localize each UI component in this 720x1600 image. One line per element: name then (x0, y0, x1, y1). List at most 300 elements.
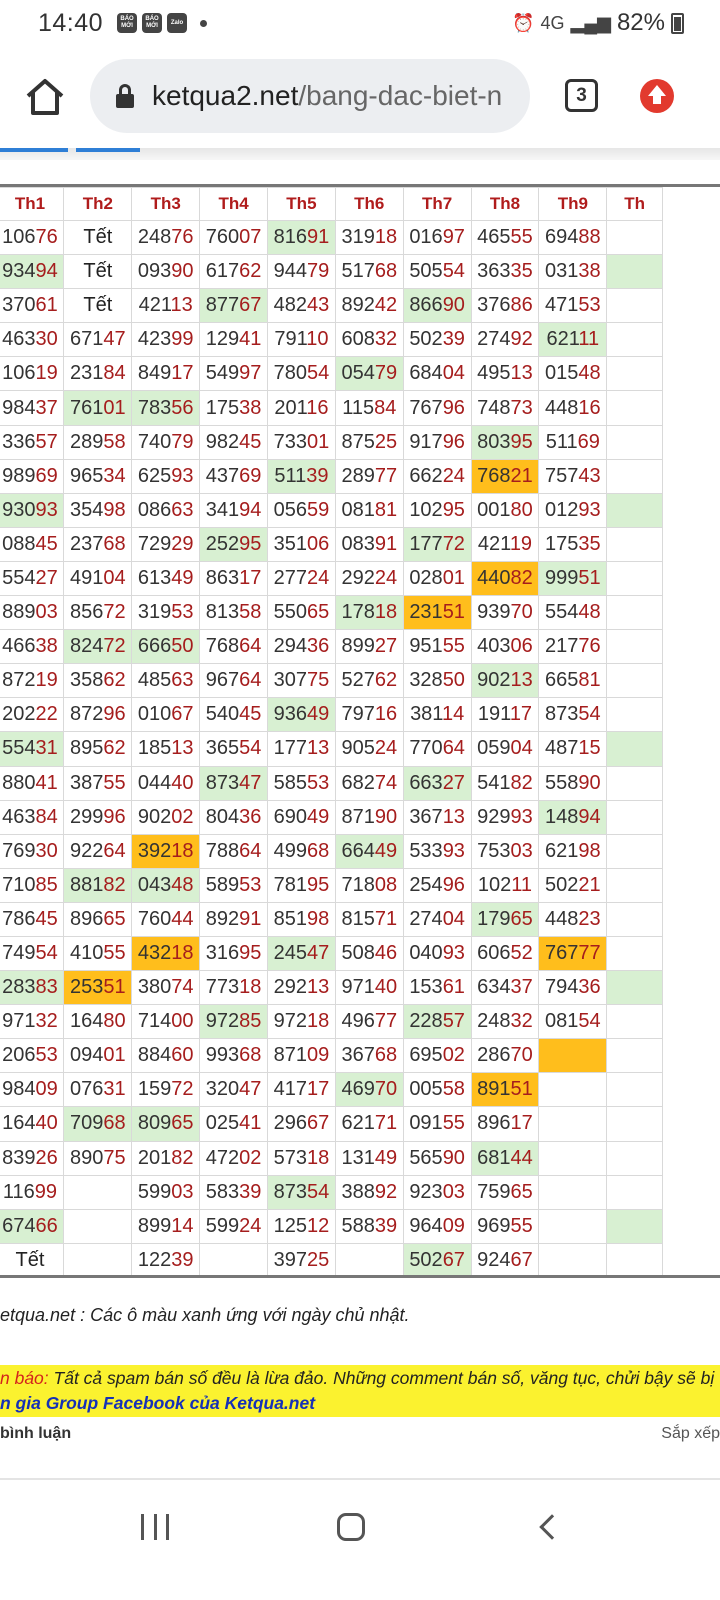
table-cell: 29224 (335, 561, 403, 595)
table-cell (607, 527, 663, 561)
table-row (0, 732, 663, 766)
table-cell (607, 1005, 663, 1039)
table-cell: 75743 (539, 459, 607, 493)
special-results-table (0, 184, 720, 1278)
table-row (0, 766, 663, 800)
table-cell: 46384 (0, 800, 64, 834)
table-cell: 49104 (64, 561, 132, 595)
table-cell: 10211 (471, 868, 539, 902)
table-cell: 89927 (335, 630, 403, 664)
table-cell: 96409 (403, 1209, 471, 1243)
table-cell: 16440 (0, 1107, 64, 1141)
table-cell: 53393 (403, 834, 471, 868)
table-cell: 41717 (267, 1073, 335, 1107)
table-row (0, 391, 663, 425)
table-cell: 25351 (64, 971, 132, 1005)
table-cell: 44082 (471, 561, 539, 595)
table-cell: 78356 (132, 391, 200, 425)
sort-dropdown[interactable]: Sắp xếp (661, 1425, 720, 1442)
table-cell: 38755 (64, 766, 132, 800)
table-row (0, 1141, 663, 1175)
table-cell: 99951 (539, 561, 607, 595)
table-row (0, 1107, 663, 1141)
table-cell: 36768 (335, 1039, 403, 1073)
table-cell (607, 596, 663, 630)
table-cell: 90213 (471, 664, 539, 698)
table-cell: 79716 (335, 698, 403, 732)
table-cell: 87525 (335, 425, 403, 459)
table-cell: 38892 (335, 1175, 403, 1209)
browser-toolbar (0, 48, 720, 148)
battery-percent: 82% (616, 9, 665, 36)
legend-note: etqua.net : Các ô màu xanh ứng với ngày chủ nhật. (0, 1305, 410, 1325)
table-row (0, 323, 663, 357)
table-cell (607, 1209, 663, 1243)
table-row (0, 664, 663, 698)
table-cell (607, 1073, 663, 1107)
back-icon[interactable] (539, 1514, 564, 1539)
table-cell: 35106 (267, 527, 335, 561)
column-header: Th7 (403, 188, 471, 221)
table-cell: 51768 (335, 255, 403, 289)
table-cell: 68274 (335, 766, 403, 800)
table-cell: 24832 (471, 1005, 539, 1039)
table-cell: 10619 (0, 357, 64, 391)
table-cell: 29436 (267, 630, 335, 664)
baomoi-icon: BÁO MỚI (142, 13, 162, 33)
table-cell: 09155 (403, 1107, 471, 1141)
table-cell: 11584 (335, 391, 403, 425)
table-cell: 39725 (267, 1243, 335, 1277)
comments-count: bình luận (0, 1425, 72, 1442)
table-cell: 98437 (0, 391, 64, 425)
url-host: ketqua2.net (152, 80, 299, 111)
table-cell (607, 493, 663, 527)
notification-icons (117, 13, 207, 33)
table-row (0, 971, 663, 1005)
signal-icon: ▂▄▆ (570, 12, 611, 33)
table-cell: 08391 (335, 527, 403, 561)
table-row (0, 221, 663, 255)
table-cell: 99368 (200, 1039, 268, 1073)
table-cell: 29667 (267, 1107, 335, 1141)
table-cell: 87354 (267, 1175, 335, 1209)
table-cell (607, 732, 663, 766)
table-cell: 46970 (335, 1073, 403, 1107)
table-cell (607, 357, 663, 391)
table-cell: 76101 (64, 391, 132, 425)
table-cell: 00180 (471, 493, 539, 527)
table-cell (335, 1243, 403, 1277)
table-cell: 01293 (539, 493, 607, 527)
table-cell: 89665 (64, 902, 132, 936)
table-row (0, 289, 663, 323)
table-cell: 05659 (267, 493, 335, 527)
table-cell: 74079 (132, 425, 200, 459)
table-row (0, 459, 663, 493)
table-cell: 87219 (0, 664, 64, 698)
home-button-icon[interactable] (337, 1513, 365, 1541)
column-header: Th4 (200, 188, 268, 221)
table-row (0, 800, 663, 834)
table-cell: 31695 (200, 936, 268, 970)
lock-icon (116, 84, 134, 108)
table-cell: 95155 (403, 630, 471, 664)
table-cell: 96764 (200, 664, 268, 698)
table-cell (64, 1175, 132, 1209)
table-cell: 04093 (403, 936, 471, 970)
table-cell: 38074 (132, 971, 200, 1005)
table-cell: 94479 (267, 255, 335, 289)
table-row (0, 357, 663, 391)
table-row (0, 936, 663, 970)
table-cell: 42119 (471, 527, 539, 561)
page-tab-indicator[interactable] (0, 148, 68, 152)
table-cell: 01067 (132, 698, 200, 732)
clock: 14:40 (38, 8, 104, 37)
table-cell: 42399 (132, 323, 200, 357)
table-cell: 05904 (471, 732, 539, 766)
page-tab-indicator[interactable] (76, 148, 140, 152)
table-cell (607, 664, 663, 698)
table-cell: 54182 (471, 766, 539, 800)
table-cell: 14894 (539, 800, 607, 834)
table-cell: 30775 (267, 664, 335, 698)
table-cell: 36713 (403, 800, 471, 834)
table-cell: 66449 (335, 834, 403, 868)
table-cell: 03138 (539, 255, 607, 289)
table-cell: 55890 (539, 766, 607, 800)
table-cell: 86690 (403, 289, 471, 323)
table-row (0, 1209, 663, 1243)
table-cell: 58553 (267, 766, 335, 800)
table-cell: 38114 (403, 698, 471, 732)
table-cell: 47153 (539, 289, 607, 323)
table-cell: 98969 (0, 459, 64, 493)
table-cell (607, 800, 663, 834)
table-cell: 46330 (0, 323, 64, 357)
table-cell: 29213 (267, 971, 335, 1005)
table-cell: 96955 (471, 1209, 539, 1243)
table-cell: 89562 (64, 732, 132, 766)
status-bar (0, 0, 720, 46)
table-cell: 50239 (403, 323, 471, 357)
table-cell: 16480 (64, 1005, 132, 1039)
table-cell: 74873 (471, 391, 539, 425)
table-cell (607, 1243, 663, 1277)
table-cell: 71808 (335, 868, 403, 902)
table-cell (607, 902, 663, 936)
table-cell: 85672 (64, 596, 132, 630)
table-cell: 17713 (267, 732, 335, 766)
table-cell: 46555 (471, 221, 539, 255)
table-cell: 79436 (539, 971, 607, 1005)
table-cell: 68144 (471, 1141, 539, 1175)
table-cell (607, 1039, 663, 1073)
table-cell: 25295 (200, 527, 268, 561)
table-cell (607, 425, 663, 459)
table-cell: 15972 (132, 1073, 200, 1107)
table-cell: 20116 (267, 391, 335, 425)
table-cell: 58953 (200, 868, 268, 902)
table-cell: 66224 (403, 459, 471, 493)
table-cell: 62593 (132, 459, 200, 493)
table-cell: 97132 (0, 1005, 64, 1039)
table-row (0, 868, 663, 902)
table-cell: 93970 (471, 596, 539, 630)
address-bar[interactable] (90, 59, 530, 133)
table-cell: 36335 (471, 255, 539, 289)
table-cell: 92993 (471, 800, 539, 834)
table-cell: 88041 (0, 766, 64, 800)
table-cell (539, 1209, 607, 1243)
table-cell: 32850 (403, 664, 471, 698)
table-cell (607, 766, 663, 800)
table-cell (607, 698, 663, 732)
table-cell: 08845 (0, 527, 64, 561)
table-cell: 09401 (64, 1039, 132, 1073)
table-cell: 58839 (335, 1209, 403, 1243)
table-cell (64, 1243, 132, 1277)
table-cell: 76007 (200, 221, 268, 255)
column-header: Th6 (335, 188, 403, 221)
table-cell: 20222 (0, 698, 64, 732)
table-cell (607, 255, 663, 289)
table-cell: 23184 (64, 357, 132, 391)
table-cell: 55431 (0, 732, 64, 766)
more-notifications-icon (200, 20, 207, 27)
table-cell: 23768 (64, 527, 132, 561)
table-cell: 87190 (335, 800, 403, 834)
table-cell: 12512 (267, 1209, 335, 1243)
table-cell: 93649 (267, 698, 335, 732)
table-row (0, 834, 663, 868)
table-cell: 92467 (471, 1243, 539, 1277)
table-cell: 24876 (132, 221, 200, 255)
alarm-icon: ⏰ (512, 12, 535, 33)
table-cell: 41055 (64, 936, 132, 970)
table-cell: 69049 (267, 800, 335, 834)
table-cell: 31918 (335, 221, 403, 255)
table-cell (607, 459, 663, 493)
table-cell: 89914 (132, 1209, 200, 1243)
table-cell: 17965 (471, 902, 539, 936)
table-row (0, 425, 663, 459)
table-row (0, 1005, 663, 1039)
table-cell: 97285 (200, 1005, 268, 1039)
table-row (0, 1243, 663, 1277)
zalo-icon: Zalo (167, 13, 187, 33)
table-cell: 27492 (471, 323, 539, 357)
table-cell (200, 1243, 268, 1277)
table-cell: 49968 (267, 834, 335, 868)
table-cell: 62111 (539, 323, 607, 357)
baomoi-icon: BÁO MỚI (117, 13, 137, 33)
table-cell: 76796 (403, 391, 471, 425)
table-cell: 60652 (471, 936, 539, 970)
update-icon[interactable] (640, 79, 674, 113)
table-cell: 01697 (403, 221, 471, 255)
table-cell: 58339 (200, 1175, 268, 1209)
table-row (0, 1039, 663, 1073)
table-cell: 17538 (200, 391, 268, 425)
table-cell: 68404 (403, 357, 471, 391)
table-cell: 83926 (0, 1141, 64, 1175)
table-cell: 44816 (539, 391, 607, 425)
table-cell: 32047 (200, 1073, 268, 1107)
results-grid (0, 187, 663, 1278)
table-cell: 08663 (132, 493, 200, 527)
table-cell: 12239 (132, 1243, 200, 1277)
table-cell: 71085 (0, 868, 64, 902)
table-cell: 48715 (539, 732, 607, 766)
table-cell: 37061 (0, 289, 64, 323)
table-cell (607, 936, 663, 970)
column-header: Th3 (132, 188, 200, 221)
table-row (0, 493, 663, 527)
table-cell: 07631 (64, 1073, 132, 1107)
home-icon[interactable] (24, 76, 66, 118)
table-cell: 50554 (403, 255, 471, 289)
table-cell: 28670 (471, 1039, 539, 1073)
table-cell: 76777 (539, 936, 607, 970)
table-cell (607, 561, 663, 595)
warning-text: Tất cả spam bán số đều là lừa đảo. Những comment bán số, văng tục, chửi bậy sẽ bị (48, 1368, 715, 1388)
table-cell: 28383 (0, 971, 64, 1005)
table-cell: 67147 (64, 323, 132, 357)
table-cell (539, 1243, 607, 1277)
table-cell: 48243 (267, 289, 335, 323)
table-cell: Tết (64, 221, 132, 255)
table-cell: 04440 (132, 766, 200, 800)
table-cell: 89151 (471, 1073, 539, 1107)
table-row (0, 698, 663, 732)
table-cell: 15361 (403, 971, 471, 1005)
column-header: Th1 (0, 188, 64, 221)
table-cell: 98245 (200, 425, 268, 459)
table-cell: 69502 (403, 1039, 471, 1073)
table-cell: 24547 (267, 936, 335, 970)
table-cell: 96534 (64, 459, 132, 493)
table-cell: 28958 (64, 425, 132, 459)
table-cell: 81571 (335, 902, 403, 936)
table-cell: 28977 (335, 459, 403, 493)
table-cell: 67466 (0, 1209, 64, 1243)
table-cell: 78864 (200, 834, 268, 868)
table-cell (607, 868, 663, 902)
table-cell: 87767 (200, 289, 268, 323)
table-cell (539, 1107, 607, 1141)
table-cell: 90202 (132, 800, 200, 834)
table-cell: 49677 (335, 1005, 403, 1039)
table-cell: 31953 (132, 596, 200, 630)
table-cell: 09390 (132, 255, 200, 289)
table-cell: 78054 (267, 357, 335, 391)
table-cell: 55065 (267, 596, 335, 630)
table-cell: 40306 (471, 630, 539, 664)
table-cell: 81358 (200, 596, 268, 630)
table-cell (607, 971, 663, 1005)
table-cell: 27404 (403, 902, 471, 936)
table-cell: 93093 (0, 493, 64, 527)
table-cell: 43769 (200, 459, 268, 493)
column-header: Th8 (471, 188, 539, 221)
table-cell (64, 1209, 132, 1243)
table-cell: 44823 (539, 902, 607, 936)
table-cell: 35862 (64, 664, 132, 698)
table-cell: 00558 (403, 1073, 471, 1107)
table-cell: 35498 (64, 493, 132, 527)
table-cell: 39218 (132, 834, 200, 868)
table-cell (539, 1039, 607, 1073)
table-cell: 80436 (200, 800, 268, 834)
table-cell: 79110 (267, 323, 335, 357)
table-cell: 19117 (471, 698, 539, 732)
table-cell: Tết (0, 1243, 64, 1277)
column-header: Th (607, 188, 663, 221)
table-cell: 72929 (132, 527, 200, 561)
table-cell: 77318 (200, 971, 268, 1005)
table-row (0, 902, 663, 936)
table-row (0, 596, 663, 630)
table-cell: 51139 (267, 459, 335, 493)
table-cell: 76821 (471, 459, 539, 493)
table-cell: 76864 (200, 630, 268, 664)
table-row (0, 1175, 663, 1209)
table-cell: 11699 (0, 1175, 64, 1209)
warning-label: n báo: (0, 1368, 49, 1388)
table-cell (607, 1175, 663, 1209)
table-cell: 17818 (335, 596, 403, 630)
table-cell: 52762 (335, 664, 403, 698)
table-cell: 87347 (200, 766, 268, 800)
table-cell: 36554 (200, 732, 268, 766)
table-cell: 89242 (335, 289, 403, 323)
table-cell: 92303 (403, 1175, 471, 1209)
table-cell: 51169 (539, 425, 607, 459)
table-cell: 02541 (200, 1107, 268, 1141)
battery-icon (671, 13, 684, 34)
table-cell: 50221 (539, 868, 607, 902)
table-cell: 63437 (471, 971, 539, 1005)
table-cell: 93494 (0, 255, 64, 289)
table-cell: 80965 (132, 1107, 200, 1141)
table-cell: 20653 (0, 1039, 64, 1073)
table-cell: 87296 (64, 698, 132, 732)
table-cell: 98409 (0, 1073, 64, 1107)
network-type: 4G (540, 12, 565, 33)
tab-switcher-button[interactable]: 3 (565, 79, 598, 112)
table-cell: 13149 (335, 1141, 403, 1175)
table-cell: 34194 (200, 493, 268, 527)
table-cell: 54997 (200, 357, 268, 391)
facebook-group-link[interactable]: n gia Group Facebook của Ketqua.net (0, 1393, 316, 1413)
table-cell: 90524 (335, 732, 403, 766)
table-cell: 76044 (132, 902, 200, 936)
column-header: Th9 (539, 188, 607, 221)
table-cell: 10676 (0, 221, 64, 255)
table-cell: 22857 (403, 1005, 471, 1039)
column-header: Th2 (64, 188, 132, 221)
table-cell: 66327 (403, 766, 471, 800)
table-cell: 97140 (335, 971, 403, 1005)
table-cell: 20182 (132, 1141, 200, 1175)
table-cell: 74954 (0, 936, 64, 970)
table-cell: 10295 (403, 493, 471, 527)
recent-apps-icon[interactable] (141, 1514, 169, 1540)
table-cell: 78645 (0, 902, 64, 936)
table-cell: 88903 (0, 596, 64, 630)
